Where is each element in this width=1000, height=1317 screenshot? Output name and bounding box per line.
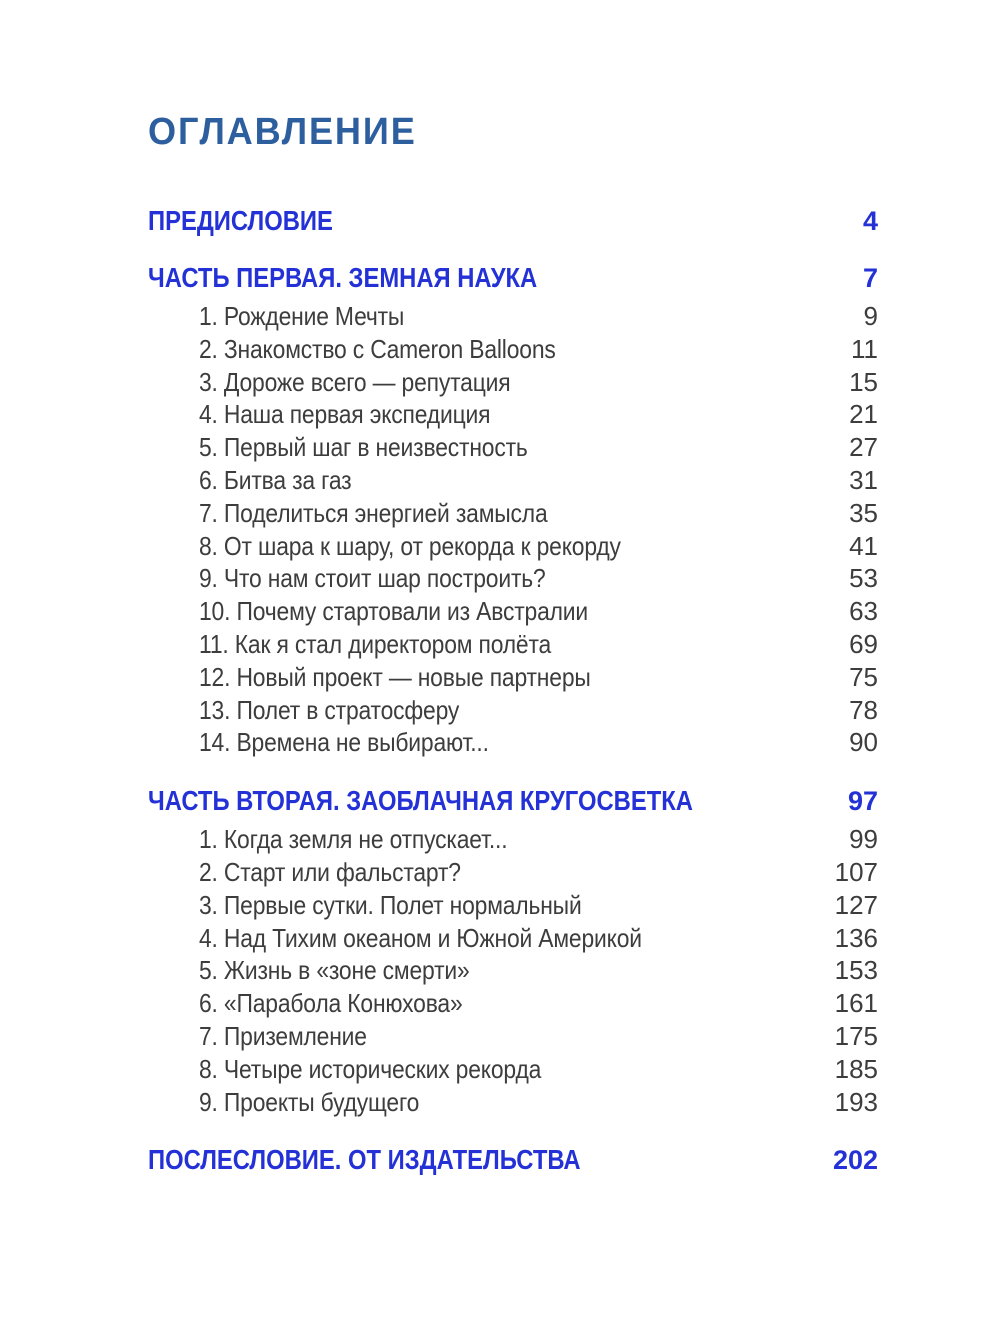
toc-item-row [199, 530, 878, 563]
item-label: 5. Первый шаг в неизвестность [199, 432, 528, 463]
toc-item-row [199, 1086, 878, 1119]
item-label: 5. Жизнь в «зоне смерти» [199, 955, 470, 986]
toc-item-row [199, 366, 878, 399]
item-page-number: 185 [834, 1053, 878, 1084]
toc-item-row [199, 333, 878, 366]
item-page-number: 127 [834, 889, 878, 920]
toc-item-row [199, 954, 878, 987]
toc-item-row [199, 300, 878, 333]
item-page-number: 31 [849, 464, 878, 495]
toc-item-row [199, 595, 878, 628]
toc-item-row [199, 464, 878, 497]
item-label: 4. Над Тихим океаном и Южной Америкой [199, 922, 642, 953]
toc-section-header-row [148, 206, 878, 236]
item-page-number: 41 [849, 530, 878, 561]
item-page-number: 27 [849, 432, 878, 463]
item-label: 12. Новый проект — новые партнеры [199, 661, 591, 692]
item-page-number: 161 [834, 988, 878, 1019]
item-page-number: 136 [834, 922, 878, 953]
toc-item-row [199, 661, 878, 694]
toc-item-row [199, 1053, 878, 1086]
item-page-number: 99 [849, 824, 878, 855]
item-page-number: 21 [849, 399, 878, 430]
toc-section [148, 1145, 878, 1175]
toc-item-row [199, 431, 878, 464]
item-page-number: 153 [834, 955, 878, 986]
item-page-number: 35 [849, 497, 878, 528]
item-label: 7. Поделиться энергией замысла [199, 497, 548, 528]
toc-item-row [199, 987, 878, 1020]
section-label: ПРЕДИСЛОВИЕ [148, 205, 333, 236]
item-label: 14. Времена не выбирают... [199, 727, 489, 758]
item-page-number: 63 [849, 596, 878, 627]
toc-item-row [199, 628, 878, 661]
item-label: 1. Рождение Мечты [199, 301, 405, 331]
item-page-number: 107 [834, 856, 878, 887]
item-page-number: 9 [863, 301, 878, 331]
toc-item-row [199, 889, 878, 922]
toc-item-row [199, 726, 878, 759]
section-label: ЧАСТЬ ВТОРАЯ. ЗАОБЛАЧНАЯ КРУГОСВЕТКА [148, 785, 693, 817]
item-label: 7. Приземление [199, 1020, 367, 1051]
toc-item-row [199, 856, 878, 889]
toc-item-row [199, 823, 878, 856]
toc-item-row [199, 922, 878, 955]
item-label: 4. Наша первая экспедиция [199, 399, 491, 430]
item-label: 8. Четыре исторических рекорда [199, 1053, 542, 1084]
item-page-number: 75 [849, 661, 878, 692]
item-label: 8. От шара к шару, от рекорда к рекорду [199, 530, 621, 561]
toc-section [148, 786, 878, 1118]
section-items [148, 300, 878, 759]
section-page-number: 97 [847, 786, 878, 817]
section-page-number: 7 [862, 263, 878, 293]
section-items [148, 823, 878, 1118]
item-label: 10. Почему стартовали из Австралии [199, 596, 589, 627]
item-page-number: 175 [834, 1020, 878, 1051]
item-page-number: 78 [849, 694, 878, 725]
toc-section [148, 263, 878, 759]
item-page-number: 69 [849, 628, 878, 659]
item-page-number: 90 [849, 727, 878, 758]
toc-item-row [199, 497, 878, 530]
toc-item-row [199, 694, 878, 727]
item-label: 6. Битва за газ [199, 464, 352, 495]
item-label: 13. Полет в стратосферу [199, 694, 460, 725]
toc-item-row [199, 398, 878, 431]
item-label: 2. Знакомство с Cameron Balloons [199, 333, 556, 364]
toc-item-row [199, 562, 878, 595]
item-label: 1. Когда земля не отпускает... [199, 824, 508, 855]
toc-section-header-row [148, 1145, 878, 1175]
item-page-number: 15 [849, 366, 878, 397]
toc-section-header-row [148, 786, 878, 816]
item-page-number: 53 [849, 563, 878, 594]
section-label: ЧАСТЬ ПЕРВАЯ. ЗЕМНАЯ НАУКА [148, 262, 538, 293]
toc-section [148, 206, 878, 236]
page-title: ОГЛАВЛЕНИЕ [148, 111, 417, 153]
item-label: 3. Дороже всего — репутация [199, 366, 511, 397]
section-label: ПОСЛЕСЛОВИЕ. ОТ ИЗДАТЕЛЬСТВА [148, 1144, 581, 1176]
item-label: 3. Первые сутки. Полет нормальный [199, 889, 582, 920]
item-page-number: 193 [834, 1086, 878, 1117]
toc-list [148, 206, 878, 1175]
item-label: 2. Старт или фальстарт? [199, 856, 461, 887]
item-label: 9. Что нам стоит шар построить? [199, 563, 546, 594]
toc-item-row [199, 1020, 878, 1053]
toc-section-header-row [148, 263, 878, 293]
section-page-number: 202 [832, 1145, 878, 1176]
item-label: 11. Как я стал директором полёта [199, 628, 552, 659]
section-page-number: 4 [862, 206, 878, 236]
item-label: 6. «Парабола Конюхова» [199, 988, 463, 1019]
item-label: 9. Проекты будущего [199, 1086, 420, 1117]
item-page-number: 11 [851, 333, 878, 364]
